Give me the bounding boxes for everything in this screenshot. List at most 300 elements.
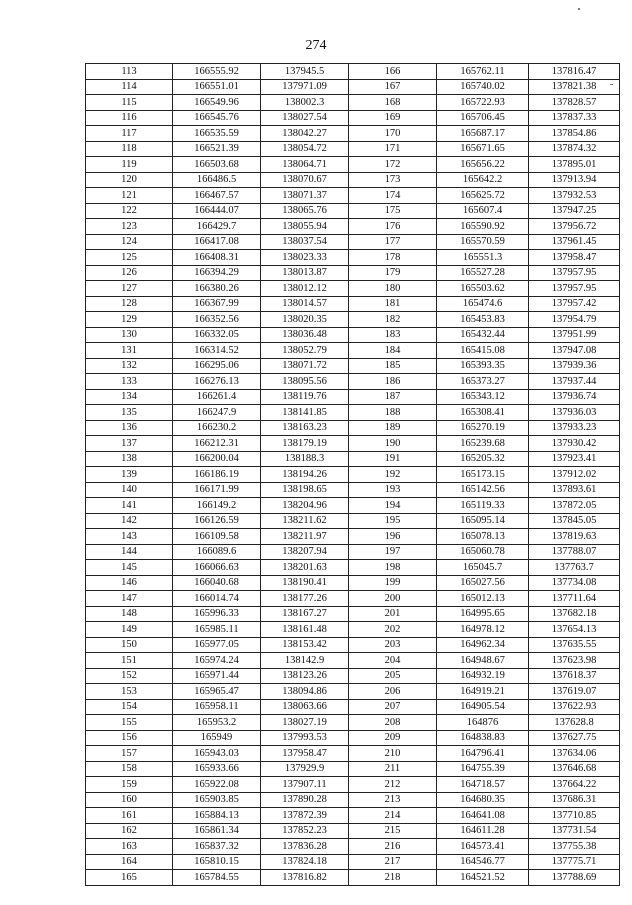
- left-y-coordinate-cell: 137824.18: [261, 854, 349, 870]
- left-y-coordinate-cell: 137836.28: [261, 839, 349, 855]
- left-point-number-cell: 131: [86, 343, 173, 359]
- left-y-coordinate-cell: 138094.86: [261, 684, 349, 700]
- right-point-number-cell: 214: [349, 808, 437, 824]
- left-point-number-cell: 157: [86, 746, 173, 762]
- left-y-coordinate-cell: 137958.47: [261, 746, 349, 762]
- left-y-coordinate-cell: 138167.27: [261, 606, 349, 622]
- right-y-coordinate-cell: 137936.74: [529, 389, 620, 405]
- left-x-coordinate-cell: 166066.63: [173, 560, 261, 576]
- right-point-number-cell: 197: [349, 544, 437, 560]
- left-x-coordinate-cell: 166380.26: [173, 281, 261, 297]
- table-row: [86, 684, 620, 700]
- left-point-number-cell: 152: [86, 668, 173, 684]
- left-x-coordinate-cell: 165974.24: [173, 653, 261, 669]
- left-x-coordinate-cell: 166200.04: [173, 451, 261, 467]
- left-x-coordinate-cell: 166089.6: [173, 544, 261, 560]
- left-y-coordinate-cell: 138161.48: [261, 622, 349, 638]
- table-row: [86, 839, 620, 855]
- left-y-coordinate-cell: 138211.62: [261, 513, 349, 529]
- right-x-coordinate-cell: 165415.08: [437, 343, 529, 359]
- table-row: [86, 823, 620, 839]
- right-x-coordinate-cell: 165045.7: [437, 560, 529, 576]
- right-x-coordinate-cell: 165722.93: [437, 95, 529, 111]
- left-x-coordinate-cell: 165971.44: [173, 668, 261, 684]
- left-point-number-cell: 125: [86, 250, 173, 266]
- left-point-number-cell: 119: [86, 157, 173, 173]
- table-row: [86, 126, 620, 142]
- left-x-coordinate-cell: 166429.7: [173, 219, 261, 235]
- right-y-coordinate-cell: 137933.23: [529, 420, 620, 436]
- right-x-coordinate-cell: 165551.3: [437, 250, 529, 266]
- table-row: [86, 296, 620, 312]
- right-point-number-cell: 210: [349, 746, 437, 762]
- right-point-number-cell: 186: [349, 374, 437, 390]
- left-x-coordinate-cell: 166295.06: [173, 358, 261, 374]
- left-y-coordinate-cell: 138036.48: [261, 327, 349, 343]
- table-row: [86, 467, 620, 483]
- left-point-number-cell: 121: [86, 188, 173, 204]
- table-row: [86, 327, 620, 343]
- right-x-coordinate-cell: 165656.22: [437, 157, 529, 173]
- right-x-coordinate-cell: 164995.65: [437, 606, 529, 622]
- left-x-coordinate-cell: 166230.2: [173, 420, 261, 436]
- left-point-number-cell: 132: [86, 358, 173, 374]
- left-y-coordinate-cell: 138194.26: [261, 467, 349, 483]
- left-y-coordinate-cell: 137945.5: [261, 64, 349, 80]
- left-x-coordinate-cell: 166521.39: [173, 141, 261, 157]
- left-point-number-cell: 153: [86, 684, 173, 700]
- left-x-coordinate-cell: 165922.08: [173, 777, 261, 793]
- left-point-number-cell: 156: [86, 730, 173, 746]
- right-y-coordinate-cell: 137958.47: [529, 250, 620, 266]
- left-y-coordinate-cell: 138055.94: [261, 219, 349, 235]
- left-x-coordinate-cell: 165903.85: [173, 792, 261, 808]
- right-x-coordinate-cell: 165343.12: [437, 389, 529, 405]
- right-x-coordinate-cell: 165687.17: [437, 126, 529, 142]
- left-point-number-cell: 155: [86, 715, 173, 731]
- right-point-number-cell: 208: [349, 715, 437, 731]
- table-row: [86, 854, 620, 870]
- left-y-coordinate-cell: 138141.85: [261, 405, 349, 421]
- right-point-number-cell: 216: [349, 839, 437, 855]
- right-y-coordinate-cell: 137947.08: [529, 343, 620, 359]
- left-x-coordinate-cell: 166171.99: [173, 482, 261, 498]
- right-point-number-cell: 200: [349, 591, 437, 607]
- left-x-coordinate-cell: 166276.13: [173, 374, 261, 390]
- right-x-coordinate-cell: 165607.4: [437, 203, 529, 219]
- right-point-number-cell: 184: [349, 343, 437, 359]
- right-x-coordinate-cell: 164718.57: [437, 777, 529, 793]
- right-y-coordinate-cell: 137961.45: [529, 234, 620, 250]
- left-y-coordinate-cell: 138070.67: [261, 172, 349, 188]
- right-x-coordinate-cell: 165239.68: [437, 436, 529, 452]
- left-y-coordinate-cell: 138065.76: [261, 203, 349, 219]
- left-y-coordinate-cell: 138002.3: [261, 95, 349, 111]
- right-x-coordinate-cell: 165095.14: [437, 513, 529, 529]
- right-x-coordinate-cell: 164948.67: [437, 653, 529, 669]
- right-point-number-cell: 199: [349, 575, 437, 591]
- right-y-coordinate-cell: 137627.75: [529, 730, 620, 746]
- right-point-number-cell: 192: [349, 467, 437, 483]
- right-x-coordinate-cell: 165060.78: [437, 544, 529, 560]
- right-point-number-cell: 180: [349, 281, 437, 297]
- left-point-number-cell: 118: [86, 141, 173, 157]
- right-point-number-cell: 190: [349, 436, 437, 452]
- right-point-number-cell: 207: [349, 699, 437, 715]
- right-point-number-cell: 205: [349, 668, 437, 684]
- left-x-coordinate-cell: 166109.58: [173, 529, 261, 545]
- left-point-number-cell: 158: [86, 761, 173, 777]
- right-point-number-cell: 168: [349, 95, 437, 111]
- right-y-coordinate-cell: 137731.54: [529, 823, 620, 839]
- table-row: [86, 560, 620, 576]
- right-y-coordinate-cell: 137845.05: [529, 513, 620, 529]
- right-x-coordinate-cell: 165474.6: [437, 296, 529, 312]
- table-row: [86, 715, 620, 731]
- left-point-number-cell: 133: [86, 374, 173, 390]
- right-y-coordinate-cell: 137755.38: [529, 839, 620, 855]
- left-y-coordinate-cell: 138063.66: [261, 699, 349, 715]
- left-x-coordinate-cell: 165965.47: [173, 684, 261, 700]
- left-x-coordinate-cell: 166332.05: [173, 327, 261, 343]
- right-y-coordinate-cell: 137913.94: [529, 172, 620, 188]
- left-point-number-cell: 165: [86, 870, 173, 886]
- table-row: [86, 730, 620, 746]
- left-point-number-cell: 161: [86, 808, 173, 824]
- right-y-coordinate-cell: 137763.7: [529, 560, 620, 576]
- right-y-coordinate-cell: 137819.63: [529, 529, 620, 545]
- left-point-number-cell: 120: [86, 172, 173, 188]
- right-point-number-cell: 218: [349, 870, 437, 886]
- left-y-coordinate-cell: 138153.42: [261, 637, 349, 653]
- right-x-coordinate-cell: 164573.41: [437, 839, 529, 855]
- left-y-coordinate-cell: 138201.63: [261, 560, 349, 576]
- table-row: [86, 281, 620, 297]
- left-point-number-cell: 130: [86, 327, 173, 343]
- table-row: [86, 529, 620, 545]
- right-y-coordinate-cell: 137711.64: [529, 591, 620, 607]
- table-row: [86, 389, 620, 405]
- right-y-coordinate-cell: 137954.79: [529, 312, 620, 328]
- left-x-coordinate-cell: 165861.34: [173, 823, 261, 839]
- left-y-coordinate-cell: 138027.54: [261, 110, 349, 126]
- left-y-coordinate-cell: 138013.87: [261, 265, 349, 281]
- right-x-coordinate-cell: 165570.59: [437, 234, 529, 250]
- left-point-number-cell: 146: [86, 575, 173, 591]
- left-y-coordinate-cell: 138188.3: [261, 451, 349, 467]
- right-point-number-cell: 170: [349, 126, 437, 142]
- right-y-coordinate-cell: 137930.42: [529, 436, 620, 452]
- left-point-number-cell: 114: [86, 79, 173, 95]
- left-point-number-cell: 151: [86, 653, 173, 669]
- right-x-coordinate-cell: 164611.28: [437, 823, 529, 839]
- right-x-coordinate-cell: 164641.08: [437, 808, 529, 824]
- right-point-number-cell: 189: [349, 420, 437, 436]
- table-row: [86, 746, 620, 762]
- right-point-number-cell: 176: [349, 219, 437, 235]
- right-point-number-cell: 175: [349, 203, 437, 219]
- right-x-coordinate-cell: 165453.83: [437, 312, 529, 328]
- left-point-number-cell: 129: [86, 312, 173, 328]
- right-point-number-cell: 217: [349, 854, 437, 870]
- left-point-number-cell: 115: [86, 95, 173, 111]
- left-y-coordinate-cell: 138207.94: [261, 544, 349, 560]
- left-x-coordinate-cell: 166555.92: [173, 64, 261, 80]
- right-x-coordinate-cell: 164932.19: [437, 668, 529, 684]
- right-x-coordinate-cell: 165078.13: [437, 529, 529, 545]
- left-y-coordinate-cell: 138054.72: [261, 141, 349, 157]
- left-x-coordinate-cell: 166549.96: [173, 95, 261, 111]
- left-y-coordinate-cell: 138014.57: [261, 296, 349, 312]
- left-point-number-cell: 123: [86, 219, 173, 235]
- right-y-coordinate-cell: 137936.03: [529, 405, 620, 421]
- right-x-coordinate-cell: 164796.41: [437, 746, 529, 762]
- left-x-coordinate-cell: 166467.57: [173, 188, 261, 204]
- right-point-number-cell: 172: [349, 157, 437, 173]
- left-point-number-cell: 164: [86, 854, 173, 870]
- left-point-number-cell: 139: [86, 467, 173, 483]
- right-point-number-cell: 203: [349, 637, 437, 653]
- table-row: [86, 343, 620, 359]
- left-x-coordinate-cell: 166212.31: [173, 436, 261, 452]
- right-y-coordinate-cell: 137872.05: [529, 498, 620, 514]
- right-y-coordinate-cell: 137957.95: [529, 265, 620, 281]
- right-x-coordinate-cell: 164962.34: [437, 637, 529, 653]
- left-y-coordinate-cell: 138179.19: [261, 436, 349, 452]
- right-point-number-cell: 195: [349, 513, 437, 529]
- right-point-number-cell: 167: [349, 79, 437, 95]
- table-row: [86, 870, 620, 886]
- left-point-number-cell: 136: [86, 420, 173, 436]
- table-row: [86, 234, 620, 250]
- right-x-coordinate-cell: 165373.27: [437, 374, 529, 390]
- left-y-coordinate-cell: 137890.28: [261, 792, 349, 808]
- table-row: [86, 79, 620, 95]
- right-x-coordinate-cell: 165308.41: [437, 405, 529, 421]
- right-x-coordinate-cell: 165671.65: [437, 141, 529, 157]
- left-x-coordinate-cell: 166545.76: [173, 110, 261, 126]
- table-row: [86, 219, 620, 235]
- left-y-coordinate-cell: 137929.9: [261, 761, 349, 777]
- left-y-coordinate-cell: 138023.33: [261, 250, 349, 266]
- left-y-coordinate-cell: 137971.09: [261, 79, 349, 95]
- right-y-coordinate-cell: 137837.33: [529, 110, 620, 126]
- right-y-coordinate-cell: 137816.47: [529, 64, 620, 80]
- right-point-number-cell: 187: [349, 389, 437, 405]
- right-point-number-cell: 179: [349, 265, 437, 281]
- right-x-coordinate-cell: 165205.32: [437, 451, 529, 467]
- left-y-coordinate-cell: 138142.9: [261, 653, 349, 669]
- table-row: [86, 575, 620, 591]
- right-point-number-cell: 188: [349, 405, 437, 421]
- left-point-number-cell: 162: [86, 823, 173, 839]
- right-y-coordinate-cell: 137788.69: [529, 870, 620, 886]
- right-y-coordinate-cell: 137618.37: [529, 668, 620, 684]
- right-y-coordinate-cell: 137874.32: [529, 141, 620, 157]
- right-y-coordinate-cell: 137937.44: [529, 374, 620, 390]
- right-x-coordinate-cell: 164838.83: [437, 730, 529, 746]
- table-row: [86, 250, 620, 266]
- left-x-coordinate-cell: 166014.74: [173, 591, 261, 607]
- right-point-number-cell: 211: [349, 761, 437, 777]
- right-x-coordinate-cell: 165642.2: [437, 172, 529, 188]
- left-y-coordinate-cell: 137907.11: [261, 777, 349, 793]
- left-y-coordinate-cell: 138027.19: [261, 715, 349, 731]
- left-x-coordinate-cell: 165958.11: [173, 699, 261, 715]
- table-row: [86, 141, 620, 157]
- left-x-coordinate-cell: 166367.99: [173, 296, 261, 312]
- table-row: [86, 358, 620, 374]
- right-x-coordinate-cell: 164680.35: [437, 792, 529, 808]
- left-point-number-cell: 159: [86, 777, 173, 793]
- left-y-coordinate-cell: 138163.23: [261, 420, 349, 436]
- left-point-number-cell: 134: [86, 389, 173, 405]
- table-row: [86, 606, 620, 622]
- right-y-coordinate-cell: 137895.01: [529, 157, 620, 173]
- left-y-coordinate-cell: 138064.71: [261, 157, 349, 173]
- right-point-number-cell: 182: [349, 312, 437, 328]
- left-point-number-cell: 116: [86, 110, 173, 126]
- right-point-number-cell: 173: [349, 172, 437, 188]
- table-row: [86, 203, 620, 219]
- right-y-coordinate-cell: 137628.8: [529, 715, 620, 731]
- left-x-coordinate-cell: 166394.29: [173, 265, 261, 281]
- right-x-coordinate-cell: 165740.02: [437, 79, 529, 95]
- left-point-number-cell: 148: [86, 606, 173, 622]
- right-x-coordinate-cell: 165012.13: [437, 591, 529, 607]
- table-row: [86, 188, 620, 204]
- right-x-coordinate-cell: 165762.11: [437, 64, 529, 80]
- left-point-number-cell: 137: [86, 436, 173, 452]
- right-y-coordinate-cell: 137623.98: [529, 653, 620, 669]
- right-point-number-cell: 191: [349, 451, 437, 467]
- coordinates-table-body: [86, 64, 620, 886]
- right-x-coordinate-cell: 165503.62: [437, 281, 529, 297]
- left-x-coordinate-cell: 166486.5: [173, 172, 261, 188]
- left-y-coordinate-cell: 138190.41: [261, 575, 349, 591]
- right-point-number-cell: 215: [349, 823, 437, 839]
- right-x-coordinate-cell: 164755.39: [437, 761, 529, 777]
- left-x-coordinate-cell: 165953.2: [173, 715, 261, 731]
- right-x-coordinate-cell: 164546.77: [437, 854, 529, 870]
- left-x-coordinate-cell: 165933.66: [173, 761, 261, 777]
- left-x-coordinate-cell: 165884.13: [173, 808, 261, 824]
- left-x-coordinate-cell: 165837.32: [173, 839, 261, 855]
- right-point-number-cell: 181: [349, 296, 437, 312]
- left-y-coordinate-cell: 138177.26: [261, 591, 349, 607]
- left-x-coordinate-cell: 166126.59: [173, 513, 261, 529]
- table-row: [86, 64, 620, 80]
- table-row: [86, 110, 620, 126]
- left-y-coordinate-cell: 138071.37: [261, 188, 349, 204]
- table-row: [86, 699, 620, 715]
- right-x-coordinate-cell: 165142.56: [437, 482, 529, 498]
- right-point-number-cell: 212: [349, 777, 437, 793]
- right-x-coordinate-cell: 164876: [437, 715, 529, 731]
- left-x-coordinate-cell: 166503.68: [173, 157, 261, 173]
- left-y-coordinate-cell: 138052.79: [261, 343, 349, 359]
- table-row: [86, 482, 620, 498]
- left-point-number-cell: 143: [86, 529, 173, 545]
- left-y-coordinate-cell: 138204.96: [261, 498, 349, 514]
- right-y-coordinate-cell: 137734.08: [529, 575, 620, 591]
- table-row: [86, 265, 620, 281]
- left-x-coordinate-cell: 165996.33: [173, 606, 261, 622]
- right-point-number-cell: 198: [349, 560, 437, 576]
- table-row: [86, 95, 620, 111]
- table-row: [86, 653, 620, 669]
- right-y-coordinate-cell: 137828.57: [529, 95, 620, 111]
- left-point-number-cell: 128: [86, 296, 173, 312]
- left-y-coordinate-cell: 138119.76: [261, 389, 349, 405]
- left-point-number-cell: 142: [86, 513, 173, 529]
- left-y-coordinate-cell: 138071.72: [261, 358, 349, 374]
- left-point-number-cell: 141: [86, 498, 173, 514]
- right-x-coordinate-cell: 165706.45: [437, 110, 529, 126]
- right-x-coordinate-cell: 165173.15: [437, 467, 529, 483]
- right-y-coordinate-cell: 137821.38: [529, 79, 620, 95]
- right-y-coordinate-cell: 137957.95: [529, 281, 620, 297]
- left-y-coordinate-cell: 137872.39: [261, 808, 349, 824]
- table-row: [86, 405, 620, 421]
- right-point-number-cell: 185: [349, 358, 437, 374]
- left-x-coordinate-cell: 166149.2: [173, 498, 261, 514]
- left-point-number-cell: 145: [86, 560, 173, 576]
- left-x-coordinate-cell: 166261.4: [173, 389, 261, 405]
- left-x-coordinate-cell: 166314.52: [173, 343, 261, 359]
- left-x-coordinate-cell: 165784.55: [173, 870, 261, 886]
- left-x-coordinate-cell: 166417.08: [173, 234, 261, 250]
- left-y-coordinate-cell: 138012.12: [261, 281, 349, 297]
- table-row: [86, 513, 620, 529]
- left-x-coordinate-cell: 165949: [173, 730, 261, 746]
- left-y-coordinate-cell: 137852.23: [261, 823, 349, 839]
- right-point-number-cell: 171: [349, 141, 437, 157]
- left-x-coordinate-cell: 166444.07: [173, 203, 261, 219]
- left-x-coordinate-cell: 165977.05: [173, 637, 261, 653]
- right-y-coordinate-cell: 137619.07: [529, 684, 620, 700]
- right-point-number-cell: 178: [349, 250, 437, 266]
- right-y-coordinate-cell: 137939.36: [529, 358, 620, 374]
- right-y-coordinate-cell: 137664.22: [529, 777, 620, 793]
- table-row: [86, 420, 620, 436]
- right-y-coordinate-cell: 137893.61: [529, 482, 620, 498]
- left-point-number-cell: 163: [86, 839, 173, 855]
- right-point-number-cell: 193: [349, 482, 437, 498]
- coordinates-table: [85, 63, 620, 886]
- right-point-number-cell: 183: [349, 327, 437, 343]
- table-row: [86, 792, 620, 808]
- right-point-number-cell: 174: [349, 188, 437, 204]
- right-x-coordinate-cell: 165625.72: [437, 188, 529, 204]
- right-y-coordinate-cell: 137686.31: [529, 792, 620, 808]
- left-x-coordinate-cell: 166551.01: [173, 79, 261, 95]
- right-y-coordinate-cell: 137932.53: [529, 188, 620, 204]
- left-y-coordinate-cell: 138211.97: [261, 529, 349, 545]
- right-point-number-cell: 169: [349, 110, 437, 126]
- right-point-number-cell: 213: [349, 792, 437, 808]
- right-x-coordinate-cell: 165432.44: [437, 327, 529, 343]
- table-row: [86, 777, 620, 793]
- table-row: [86, 498, 620, 514]
- scan-speck: [578, 8, 580, 10]
- left-x-coordinate-cell: 165810.15: [173, 854, 261, 870]
- table-row: [86, 761, 620, 777]
- left-x-coordinate-cell: 165943.03: [173, 746, 261, 762]
- table-row: [86, 172, 620, 188]
- right-point-number-cell: 209: [349, 730, 437, 746]
- right-point-number-cell: 204: [349, 653, 437, 669]
